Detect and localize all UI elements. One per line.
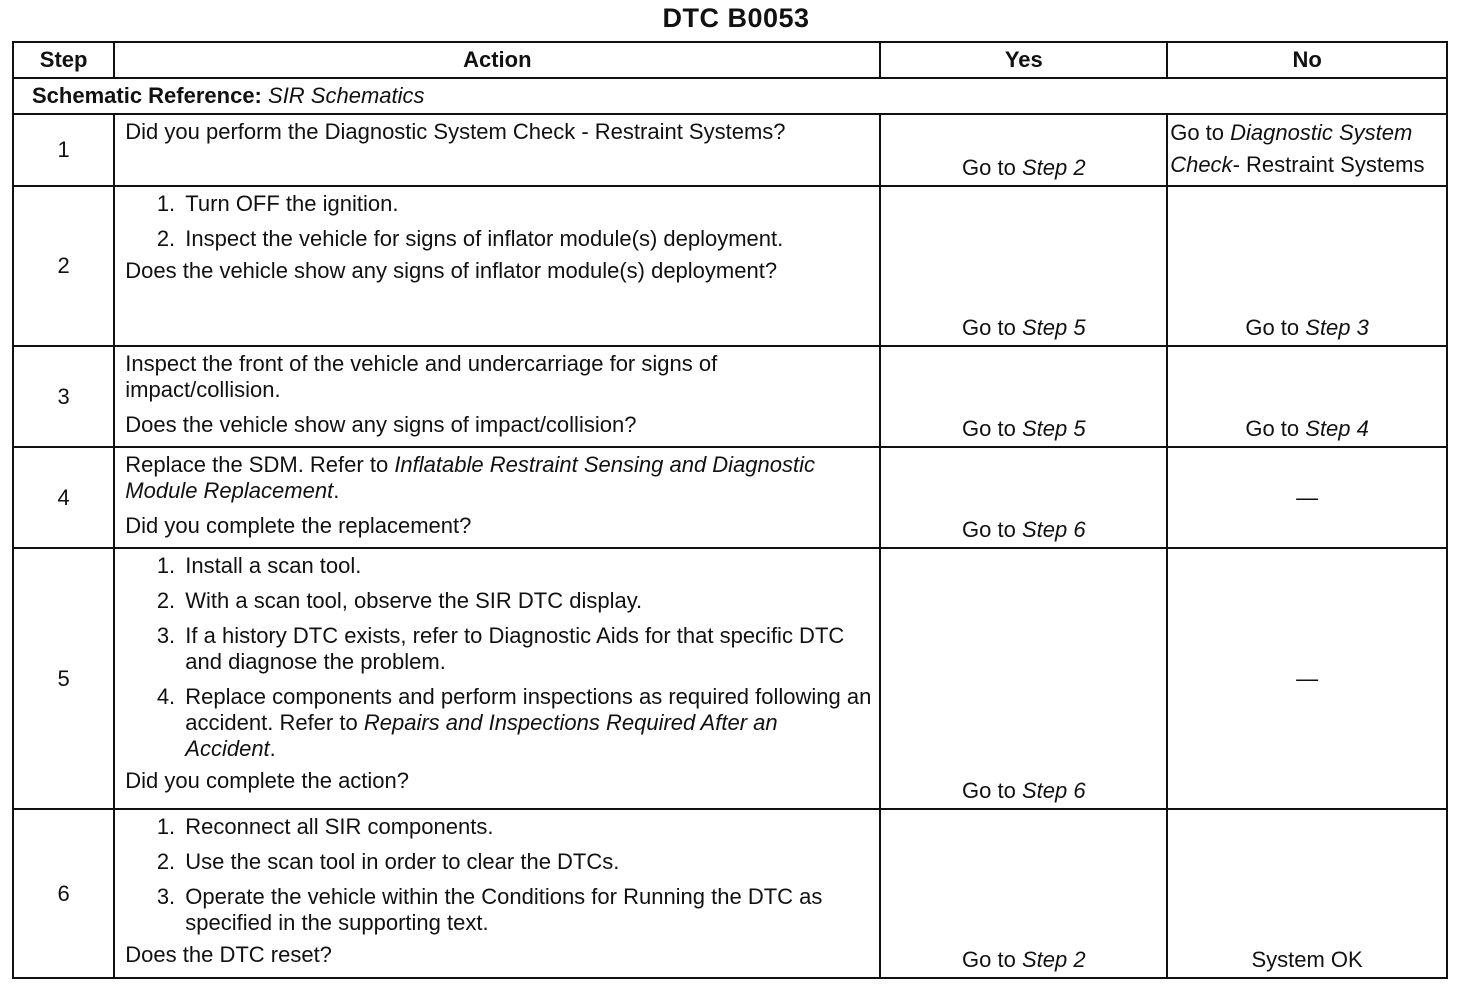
no-step-link[interactable]: Step 4 [1305,416,1369,441]
yes-step-link[interactable]: Step 6 [1021,778,1086,803]
action-cell [114,186,880,346]
step-number: 3 [13,346,114,447]
action-cell [114,809,880,978]
procedure-link[interactable]: Inflatable Restraint Sensing and Diagnostic Module Replacement [125,452,816,503]
step-number: 1 [13,114,114,186]
instruction-text: Replace the SDM. Refer to [125,452,389,477]
step-number: 5 [13,548,114,809]
go-to-label: Go to [962,315,1016,340]
no-cell [1167,186,1447,346]
schematic-link[interactable]: SIR Schematics [268,83,425,108]
header-yes: Yes [880,42,1167,78]
action-list [125,814,871,936]
no-dash: — [1296,484,1319,510]
action-question: Did you perform the Diagnostic System Check - Restraint Systems? [125,119,786,144]
header-row [13,42,1447,78]
action-cell [114,114,880,186]
no-cell [1167,809,1447,978]
list-item: 3. Operate the vehicle within the Conditions for Running the DTC as specified in the supporting text. [181,884,871,936]
go-to-label: Go to [962,947,1016,972]
yes-step-link[interactable]: Step 5 [1021,315,1086,340]
yes-cell [880,186,1167,346]
no-cell [1167,346,1447,447]
yes-cell [880,114,1167,186]
system-ok-text: System OK [1251,947,1363,972]
action-list [125,191,871,252]
action-instruction: Inspect the front of the vehicle and undercarriage for signs of impact/collision. [125,351,718,402]
no-cell [1167,548,1447,809]
go-to-label: Go to [962,416,1016,441]
yes-step-link[interactable]: Step 5 [1021,416,1086,441]
go-to-label: Go to [962,517,1016,542]
step-number: 2 [13,186,114,346]
action-cell [114,346,880,447]
yes-cell [880,548,1167,809]
list-item: 1. Install a scan tool. [181,553,871,579]
table-row [13,447,1447,548]
table-row [13,114,1447,186]
list-item: 3. If a history DTC exists, refer to Diagnostic Aids for that specific DTC and diagnose the problem. [181,623,871,675]
header-step: Step [13,42,114,78]
step-number: 4 [13,447,114,548]
table-row [13,346,1447,447]
action-list [125,553,871,762]
yes-cell [880,346,1167,447]
yes-step-link[interactable]: Step 2 [1021,155,1086,180]
action-question: Does the vehicle show any signs of impact/collision? [125,412,637,437]
no-step-link[interactable]: Step 3 [1305,315,1369,340]
procedure-link[interactable]: Repairs and Inspections Required After an Accident [185,710,778,761]
action-cell [114,447,880,548]
list-item: 2. Inspect the vehicle for signs of inflator module(s) deployment. [181,226,871,252]
action-cell [114,548,880,809]
no-link-suffix: - Restraint Systems [1232,152,1425,177]
no-cell [1167,447,1447,548]
header-no: No [1167,42,1447,78]
schematic-reference-row [13,78,1447,114]
action-question: Does the DTC reset? [125,942,332,967]
schematic-label: Schematic Reference: [32,83,262,108]
header-action: Action [114,42,880,78]
go-to-label: Go to [962,778,1016,803]
yes-step-link[interactable]: Step 6 [1021,517,1086,542]
schematic-reference [13,78,1447,114]
go-to-label: Go to [1245,315,1300,340]
yes-cell [880,447,1167,548]
action-question: Did you complete the replacement? [125,513,472,538]
no-dash: — [1296,665,1319,691]
action-question: Does the vehicle show any signs of inflator module(s) deployment? [125,258,778,283]
page-title: DTC B0053 [662,3,810,33]
list-item-text: Replace components and perform inspections as required following an accident. Refer to [185,684,872,735]
list-item: 4. Replace components and perform inspections as required following an accident. Refer to Repairs and Inspections Required After an Accident. [181,684,871,762]
step-number: 6 [13,809,114,978]
table-row [13,186,1447,346]
list-item: 1. Turn OFF the ignition. [181,191,871,217]
table-row [13,809,1447,978]
go-to-label: Go to [962,155,1016,180]
list-item: 2. With a scan tool, observe the SIR DTC display. [181,588,871,614]
list-item: 2. Use the scan tool in order to clear the DTCs. [181,849,871,875]
action-question: Did you complete the action? [125,768,410,793]
list-item: 1. Reconnect all SIR components. [181,814,871,840]
no-link-diagnostic-system-check[interactable]: Diagnostic System Check [1170,120,1413,177]
diagnostic-table [12,41,1448,979]
go-to-label: Go to [1170,120,1225,145]
table-row [13,548,1447,809]
no-cell [1167,114,1447,186]
yes-step-link[interactable]: Step 2 [1021,947,1086,972]
yes-cell [880,809,1167,978]
go-to-label: Go to [1245,416,1300,441]
action-instruction: Replace the SDM. Refer to Inflatable Restraint Sensing and Diagnostic Module Replacement. [125,452,816,503]
